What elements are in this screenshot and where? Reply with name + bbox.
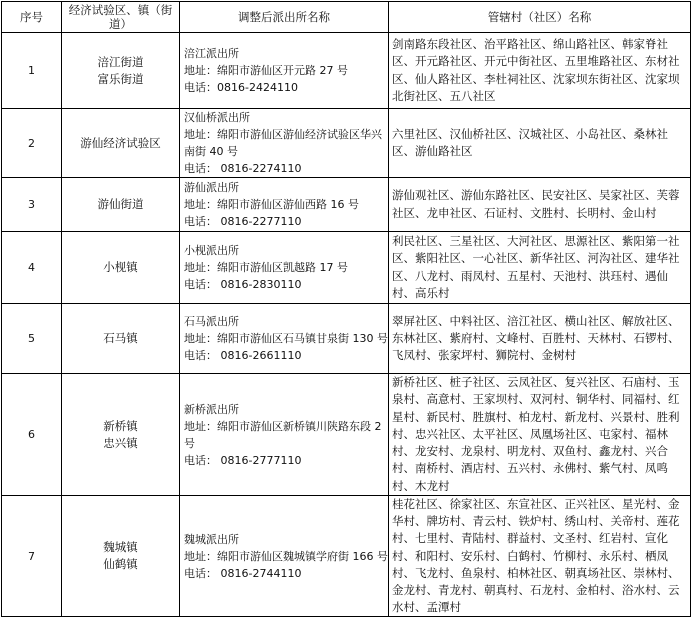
row-number: 2 [2,109,62,178]
villages-cell: 桂花社区、徐家社区、东宣社区、正兴社区、星光村、金华村、牌坊村、青云村、铁炉村、绣山村、关帝村、莲花村、七里村、青陆村、群益村、文圣村、红岩村、宣化村、和阳村、安乐村、白鹤村、竹柳村、永乐村、栖凤村、飞龙村、鱼泉村、柏林社区、朝真场社区、崇林村、金龙村、青龙村、朝真村、石龙村、金柏村、浴水村、云水村、孟潭村 [389,496,691,617]
header-row [2,2,691,33]
header-town: 经济试验区、镇（街道） [62,2,180,33]
station-name: 魏城派出所 [184,532,239,546]
town-name: 游仙街道 [97,197,144,211]
row-number: 3 [2,178,62,232]
header-no: 序号 [2,2,62,33]
station-address: 地址：绵阳市游仙区魏城镇学府街 166 号 [184,549,388,563]
town-name: 游仙经济试验区 [80,135,161,150]
town-name: 仙鹤镇 [103,557,138,572]
station-address: 地址：绵阳市游仙区新桥镇川陕路东段 2 号 [184,419,382,450]
station-phone: 电话：0816-2424110 [184,81,298,94]
villages-cell: 游仙观社区、游仙东路社区、民安社区、吴家社区、芙蓉社区、龙申社区、石证村、文胜村、长明村、金山村 [389,178,691,232]
station-cell [180,496,389,617]
table-row [2,232,691,304]
row-number: 7 [2,496,62,617]
station-name: 新桥派出所 [184,402,239,416]
station-name: 汉仙桥派出所 [184,111,250,124]
town-name: 小枧镇 [103,260,138,274]
town-name: 忠兴镇 [103,435,138,450]
table-row [2,496,691,617]
station-phone: 电话： 0816-2661110 [184,349,302,362]
station-address: 地址：绵阳市游仙区开元路 27 号 [184,64,348,77]
row-number: 5 [2,304,62,374]
villages-cell: 剑南路东段社区、治平路社区、绵山路社区、韩家脊社区、开元路社区、开元中街社区、五里堆路社区、东材社区、仙人路社区、李杜祠社区、沈家坝东街社区、沈家坝北街社区、五八社区 [389,33,691,109]
table-row [2,33,691,109]
station-phone: 电话： 0816-2274110 [184,162,302,175]
town-cell [62,33,180,109]
station-name: 小枧派出所 [184,244,239,257]
town-name: 魏城镇 [103,540,138,555]
town-cell [62,232,180,304]
row-number: 1 [2,33,62,109]
station-phone: 电话： 0816-2777110 [184,453,302,467]
station-cell [180,109,389,178]
station-cell [180,304,389,374]
town-name: 新桥镇 [103,418,138,433]
row-number: 4 [2,232,62,304]
station-address: 地址：绵阳市游仙区游仙西路 16 号 [184,198,359,211]
villages-cell: 六里社区、汉仙桥社区、汉城社区、小岛社区、桑林社区、游仙路社区 [389,109,691,178]
station-address: 地址：绵阳市游仙区石马镇甘泉街 130 号 [184,332,388,345]
town-cell [62,374,180,496]
row-number: 6 [2,374,62,496]
station-phone: 电话： 0816-2277110 [184,215,302,228]
station-cell [180,178,389,232]
town-name: 富乐街道 [97,71,144,86]
station-cell [180,33,389,109]
table-row [2,178,691,232]
header-station: 调整后派出所名称 [180,2,389,33]
town-cell [62,304,180,374]
station-phone: 电话： 0816-2830110 [184,278,302,291]
town-name: 石马镇 [103,331,138,345]
station-phone: 电话： 0816-2744110 [184,566,302,580]
station-cell [180,232,389,304]
villages-cell: 利民社区、三星社区、大河社区、思源社区、紫阳第一社区、紫阳社区、一心社区、新华社区、河沟社区、建华社区、八龙村、雨凤村、五星村、天池村、洪珏村、遇仙村、高乐村 [389,232,691,304]
table-row [2,109,691,178]
station-address: 地址：绵阳市游仙区游仙经济试验区华兴南街 40 号 [184,128,382,158]
town-cell [62,496,180,617]
villages-cell: 翠屏社区、中料社区、涪江社区、横山社区、解放社区、东林社区、紫府村、文峰村、百胜村、天林村、石锣村、飞凤村、张家坪村、狮院村、金树村 [389,304,691,374]
station-cell [180,374,389,496]
villages-cell: 新桥社区、桩子社区、云凤社区、复兴社区、石庙村、玉泉村、高意村、王家坝村、双河村、铜华村、同福村、红星村、新民村、胜旗村、柏龙村、新龙村、兴景村、胜利村、忠兴社区、太平社区、凤凰场社区、屯家村、福林村、龙安村、龙泉村、明龙村、双鱼村、鑫龙村、兴合村、南桥村、酒店村、五兴村、永佛村、紫气村、凤鸣村、木龙村 [389,374,691,496]
station-name: 游仙派出所 [184,181,239,194]
header-villages: 管辖村（社区）名称 [389,2,691,33]
table-row [2,374,691,496]
town-name: 涪江街道 [97,54,144,69]
town-cell [62,109,180,178]
station-name: 石马派出所 [184,315,239,328]
station-name: 涪江派出所 [184,47,239,60]
town-cell [62,178,180,232]
police-station-table [1,1,691,617]
table-row [2,304,691,374]
station-address: 地址：绵阳市游仙区凯越路 17 号 [184,261,348,274]
